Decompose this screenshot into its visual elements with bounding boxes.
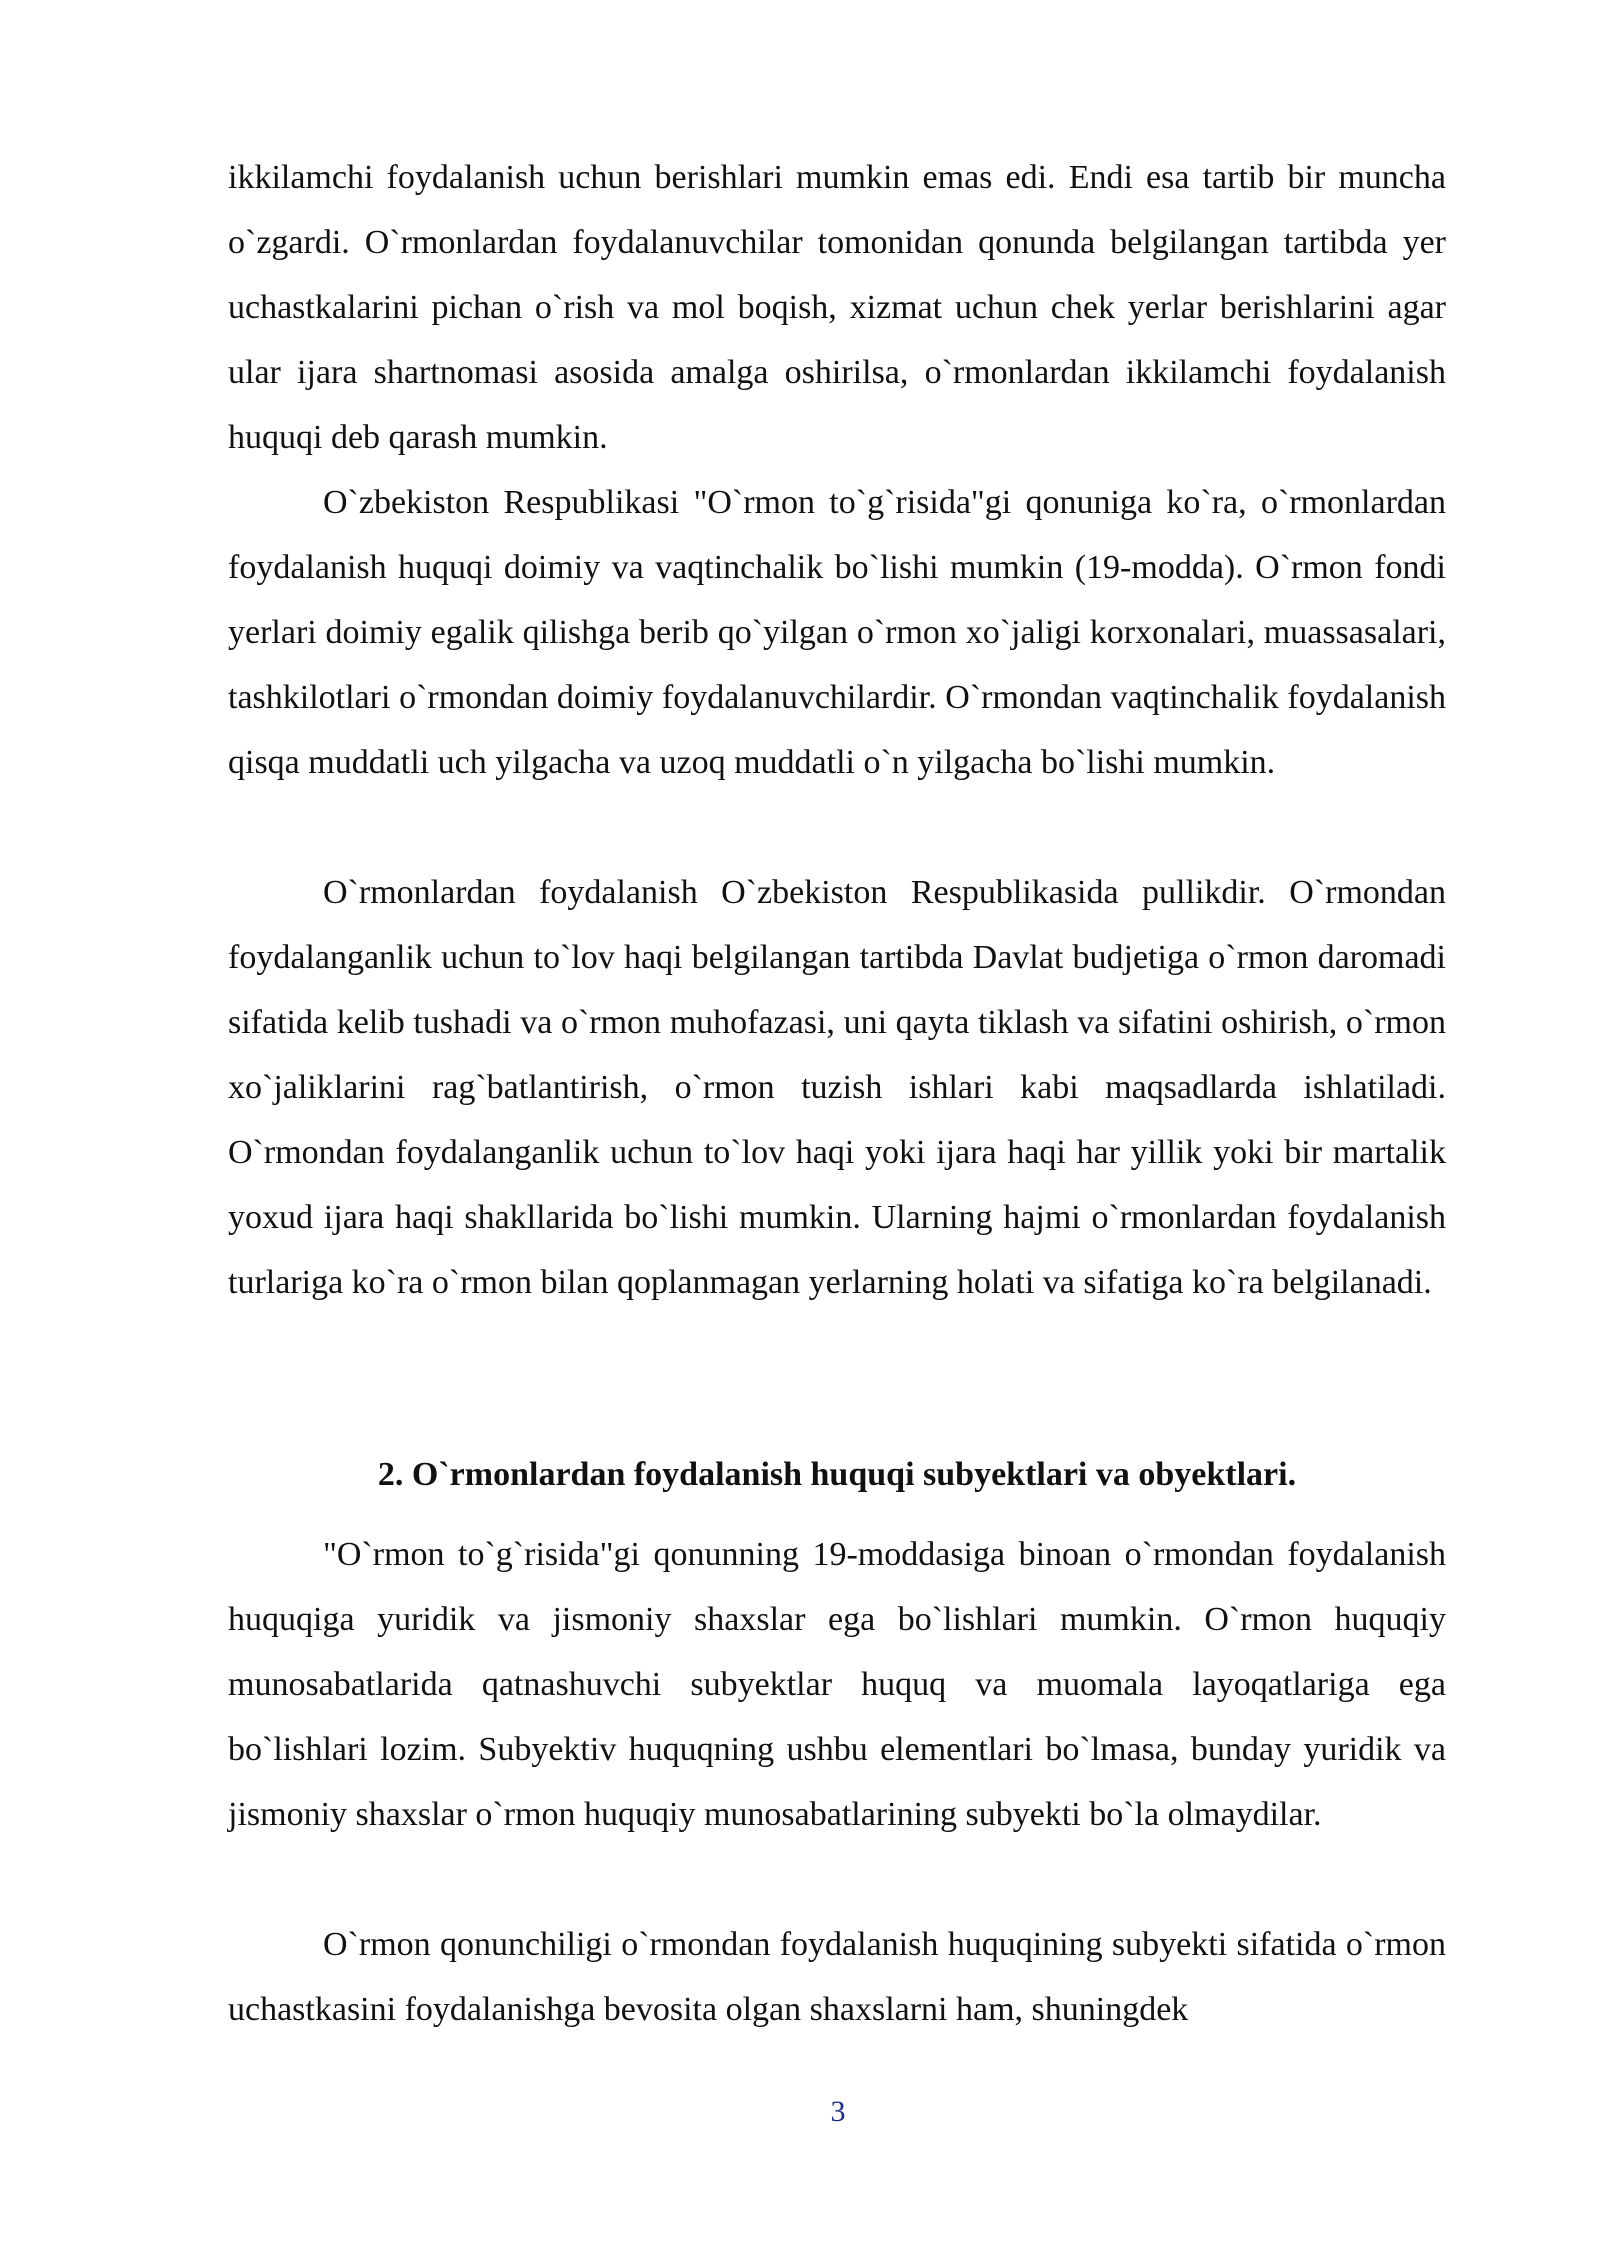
paragraph-continuation [228, 145, 1446, 470]
paragraph-text: O`zbekiston Respublikasi "O`rmon to`g`risida"gi qonuniga ko`ra, o`rmonlardan foydalanish huquqi doimiy va vaqtinchalik bo`lishi mumkin (19-modda). O`rmon fondi yerlari doimiy egalik qilishga berib qo`yilgan o`rmon xo`jaligi korxonalari, muassasalari, tashkilotlari o`rmondan doimiy foydalanuvchilardir. O`rmondan vaqtinchalik foydalanish qisqa muddatli uch yilgacha va uzoq muddatli o`n yilgacha bo`lishi mumkin. [228, 484, 1446, 781]
page-number: 3 [830, 2095, 846, 2128]
paragraph-legislation [228, 1912, 1446, 2042]
section-heading: 2. O`rmonlardan foydalanish huquqi subyektlari va obyektlari. [377, 1456, 1297, 1493]
paragraph-text: O`rmonlardan foydalanish O`zbekiston Respublikasida pullikdir. O`rmondan foydalanganlik uchun to`lov haqi belgilangan tartibda Davlat budjetiga o`rmon daromadi sifatida kelib tushadi va o`rmon muhofazasi, uni qayta tiklash va sifatini oshirish, o`rmon xo`jaliklarini rag`batlantirish, o`rmon tuzish ishlari kabi maqsadlarda ishlatiladi. O`rmondan foydalanganlik uchun to`lov haqi yoki ijara haqi har yillik yoki bir martalik yoxud ijara haqi shakllarida bo`lishi mumkin. Ularning hajmi o`rmonlardan foydalanish turlariga ko`ra o`rmon bilan qoplanmagan yerlarning holati va sifatiga ko`ra belgilanadi. [228, 874, 1446, 1301]
paragraph-forest-use-rights [228, 470, 1446, 795]
paragraph-text: "O`rmon to`g`risida"gi qonunning 19-moddasiga binoan o`rmondan foydalanish huquqiga yuridik va jismoniy shaxslar ega bo`lishlari mumkin. O`rmon huquqiy munosabatlarida qatnashuvchi subyektlar huquq va muomala layoqatlariga ega bo`lishlari lozim. Subyektiv huquqning ushbu elementlari bo`lmasa, bunday yuridik va jismoniy shaxslar o`rmon huquqiy munosabatlarining subyekti bo`la olmaydilar. [228, 1536, 1446, 1833]
paragraph-text: ikkilamchi foydalanish uchun berishlari mumkin emas edi. Endi esa tartib bir muncha o`zgardi. O`rmonlardan foydalanuvchilar tomonidan qonunda belgilangan tartibda yer uchastkalarini pichan o`rish va mol boqish, xizmat uchun chek yerlar berishlarini agar ular ijara shartnomasi asosida amalga oshirilsa, o`rmonlardan ikkilamchi foydalanish huquqi deb qarash mumkin. [228, 159, 1446, 456]
paragraph-subjects [228, 1522, 1446, 1847]
paragraph-paid-forest-use [228, 860, 1446, 1315]
paragraph-text: O`rmon qonunchiligi o`rmondan foydalanish huquqining subyekti sifatida o`rmon uchastkasini foydalanishga bevosita olgan shaxslarni ham, shuningdek [228, 1926, 1446, 2028]
